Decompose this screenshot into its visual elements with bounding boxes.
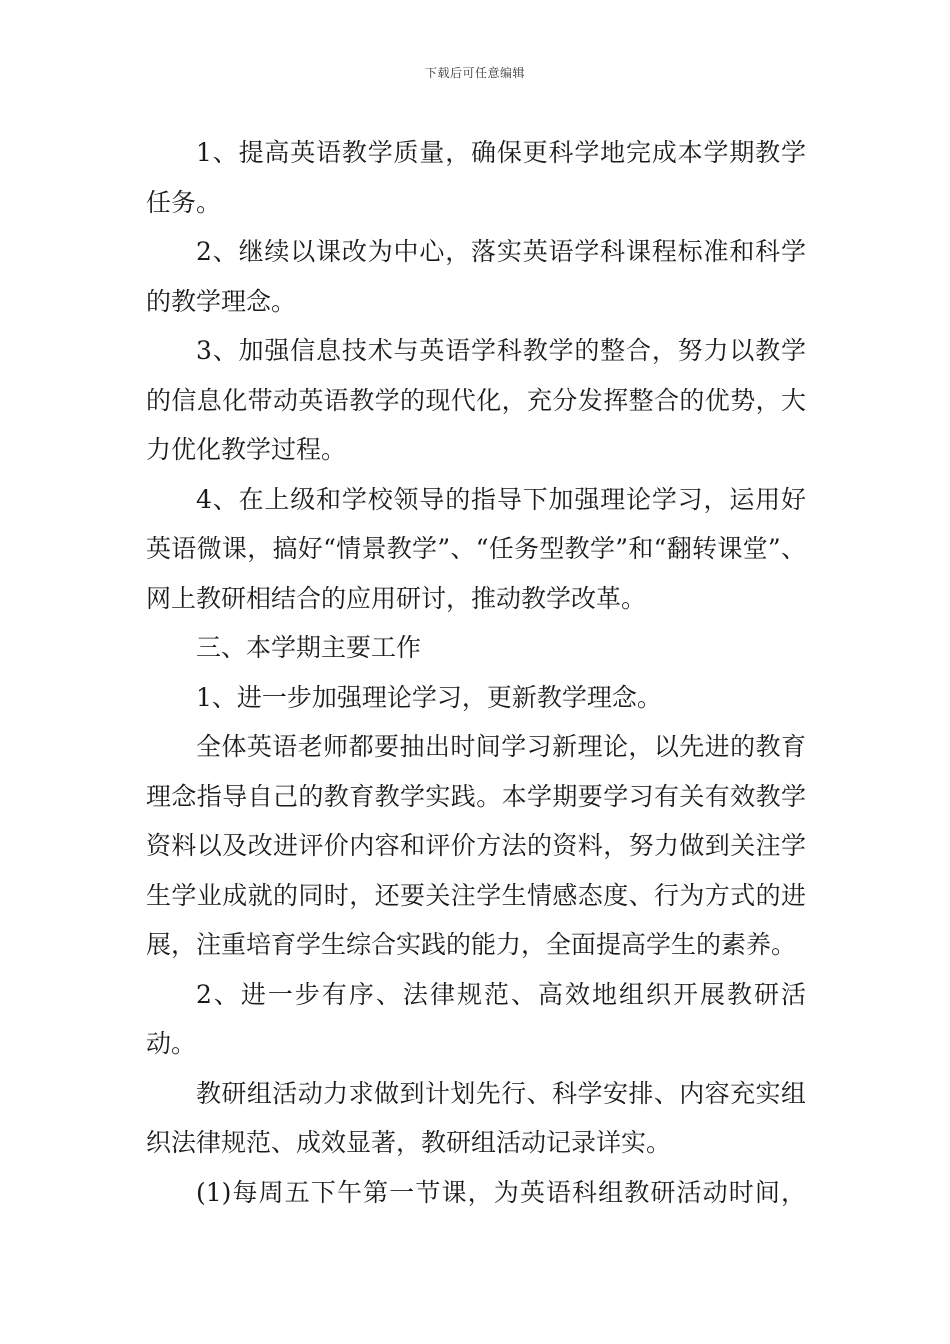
paragraph-work-2-detail: 教研组活动力求做到计划先行、科学安排、内容充实组织法律规范、成效显著，教研组活动记录详实。 [146,1078,806,1157]
paragraph-goal-2: 2、继续以课改为中心，落实英语学科课程标准和科学的教学理念。 [146,237,806,316]
section-heading-main-work: 三、本学期主要工作 [196,633,422,662]
paragraph-goal-4: 4、在上级和学校领导的指导下加强理论学习，运用好英语微课，搞好“情景教学”、“任务型教学”和“翻转课堂”、网上教研相结合的应用研讨，推动教学改革。 [146,484,806,613]
paragraph-work-2-item-1: (1)每周五下午第一节课，为英语科组教研活动时间， [196,1177,806,1207]
document-body [146,128,806,1217]
paragraph-work-1-detail: 全体英语老师都要抽出时间学习新理论，以先进的教育理念指导自己的教育教学实践。本学期要学习有关有效教学资料以及改进评价内容和评价方法的资料，努力做到关注学生学业成就的同时，还要关注学生情感态度、行为方式的进展，注重培育学生综合实践的能力，全面提高学生的素养。 [146,732,806,959]
download-note: 下载后可任意编辑 [424,66,525,80]
paragraph-goal-1: 1、提高英语教学质量，确保更科学地完成本学期教学任务。 [146,138,806,217]
paragraph-work-1: 1、进一步加强理论学习，更新教学理念。 [196,682,662,712]
paragraph-goal-3: 3、加强信息技术与英语学科教学的整合，努力以教学的信息化带动英语教学的现代化，充分发挥整合的优势，大力优化教学过程。 [146,336,806,464]
paragraph-work-2: 2、进一步有序、法律规范、高效地组织开展教研活动。 [146,979,806,1058]
